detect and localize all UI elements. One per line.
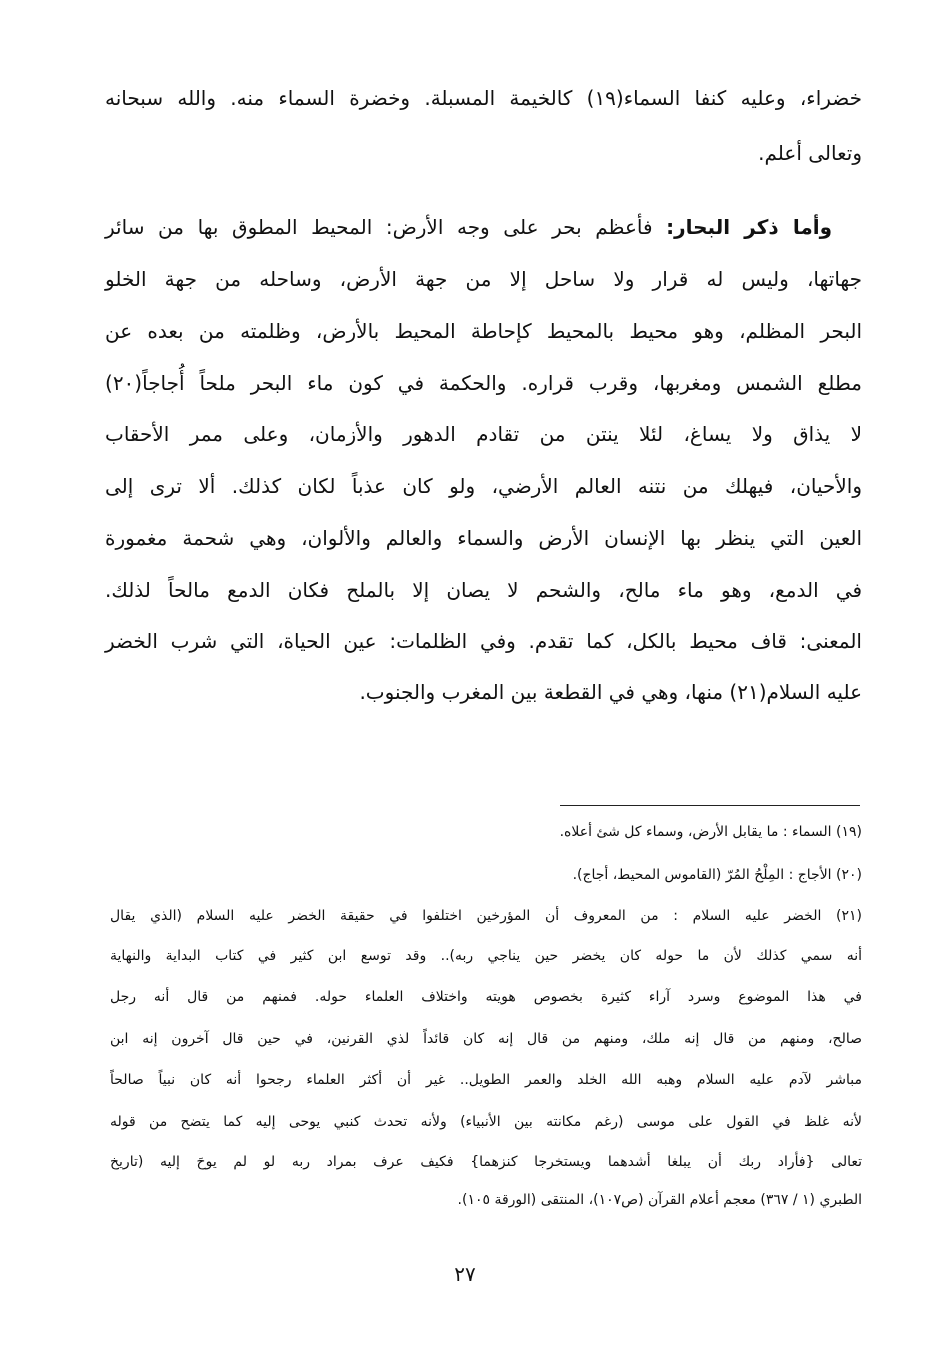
body-line: عليه السلام(٢١) منها، وهي في القطعة بين المغرب والجنوب. <box>359 680 862 704</box>
body-line <box>105 212 832 242</box>
body-line: البحر المظلم، وهو محيط بالمحيط كإحاطة المحيط بالأرض، وظلمته من بعده عن <box>105 319 862 343</box>
body-line: لا يذاق ولا يساغ، لئلا ينتن من تقادم الدهور والأزمان، وعلى ممر الأحقاب <box>105 422 862 446</box>
footnote-19: (١٩) السماء : ما يقابل الأرض، وسماء كل شئ أعلاه. <box>559 824 862 840</box>
footnote-21-line: الطبري (١ / ٣٦٧) معجم أعلام القرآن (ص١٠٧)، المنتقى (الورقة ١٠٥). <box>457 1192 862 1208</box>
body-line: مطلع الشمس ومغربها، وقرب قراره. والحكمة في كون ماء البحر ملحاً أُجاجاً(٢٠) <box>105 371 862 395</box>
body-line: خضراء، وعليه كنفا السماء(١٩) كالخيمة المسبلة. وخضرة السماء منه. والله سبحانه <box>105 86 862 110</box>
footnote-21-line: لأنه غلظ في القول على موسى (رغم مكانته بين الأنبياء) ولأنه تحدث كنبي يوحى إليه كما يتضح من قوله <box>110 1114 862 1130</box>
footnote-21-line: تعالى {فأراد ربك أن يبلغا أشدهما ويستخرجا كنزهما} فكيف عرف بمراد ربه لو لم يوحَ إليه (تاريخ <box>110 1154 862 1170</box>
footnote-21-line: في هذا الموضوع وسرد آراء كثيرة بخصوص هويته واختلاف العلماء حوله. فمنهم من قال أنه رجل <box>110 989 862 1005</box>
body-line: وتعالى أعلم. <box>758 141 862 165</box>
footnote-21-line: مباشر لآدم عليه السلام وهبه الله الخلد والعمر الطويل.. غير أن أكثر العلماء رجحوا أنه كان نبياً صالحاً <box>110 1072 862 1088</box>
footnote-21-line: أنه سمي كذلك لأن ما حوله كان يخضر حين يناجي ربه).. وقد توسع ابن كثير في كتاب البداية والنهاية <box>110 948 862 964</box>
page-number: ٢٧ <box>454 1262 476 1286</box>
footnote-21-line: صالح، ومنهم من قال إنه ملك، ومنهم من قال إنه كان قائداً لذي القرنين، في حين قال آخرون إنه ابن <box>110 1031 862 1047</box>
body-line: في الدمع، وهو ماء مالح، والشحم لا يصان إلا بالملح فكان الدمع مالحاً لذلك. <box>105 578 862 602</box>
body-line: العين التي ينظر بها الإنسان الأرض والسماء والعالم والألوان، وهي شحمة مغمورة <box>105 526 862 550</box>
body-line: والأحيان، فيهلك من نتنه العالم الأرضي، ولو كان عذباً لكان كذلك. ألا ترى إلى <box>105 474 862 498</box>
body-line: المعنى: قاف محيط بالكل، كما تقدم. وفي الظلمات: عين الحياة، التي شرب الخضر <box>105 629 862 653</box>
footnote-divider <box>560 805 860 806</box>
footnote-20: (٢٠) الأجاج : المِلْحُ المُرّ (القاموس المحيط، أجاج). <box>572 867 862 883</box>
section-heading: وأما ذكر البحار: <box>666 215 832 239</box>
footnote-21-line: (٢١) الخضر عليه السلام : من المعروف أن المؤرخين اختلفوا في حقيقة الخضر عليه السلام (الذي يقال <box>110 908 862 924</box>
body-text: فأعظم بحر على وجه الأرض: المحيط المطوق بها من سائر <box>105 215 653 239</box>
body-line: جهاتها، وليس له قرار ولا ساحل إلا من جهة الأرض، وساحله من جهة الخلو <box>105 267 862 291</box>
